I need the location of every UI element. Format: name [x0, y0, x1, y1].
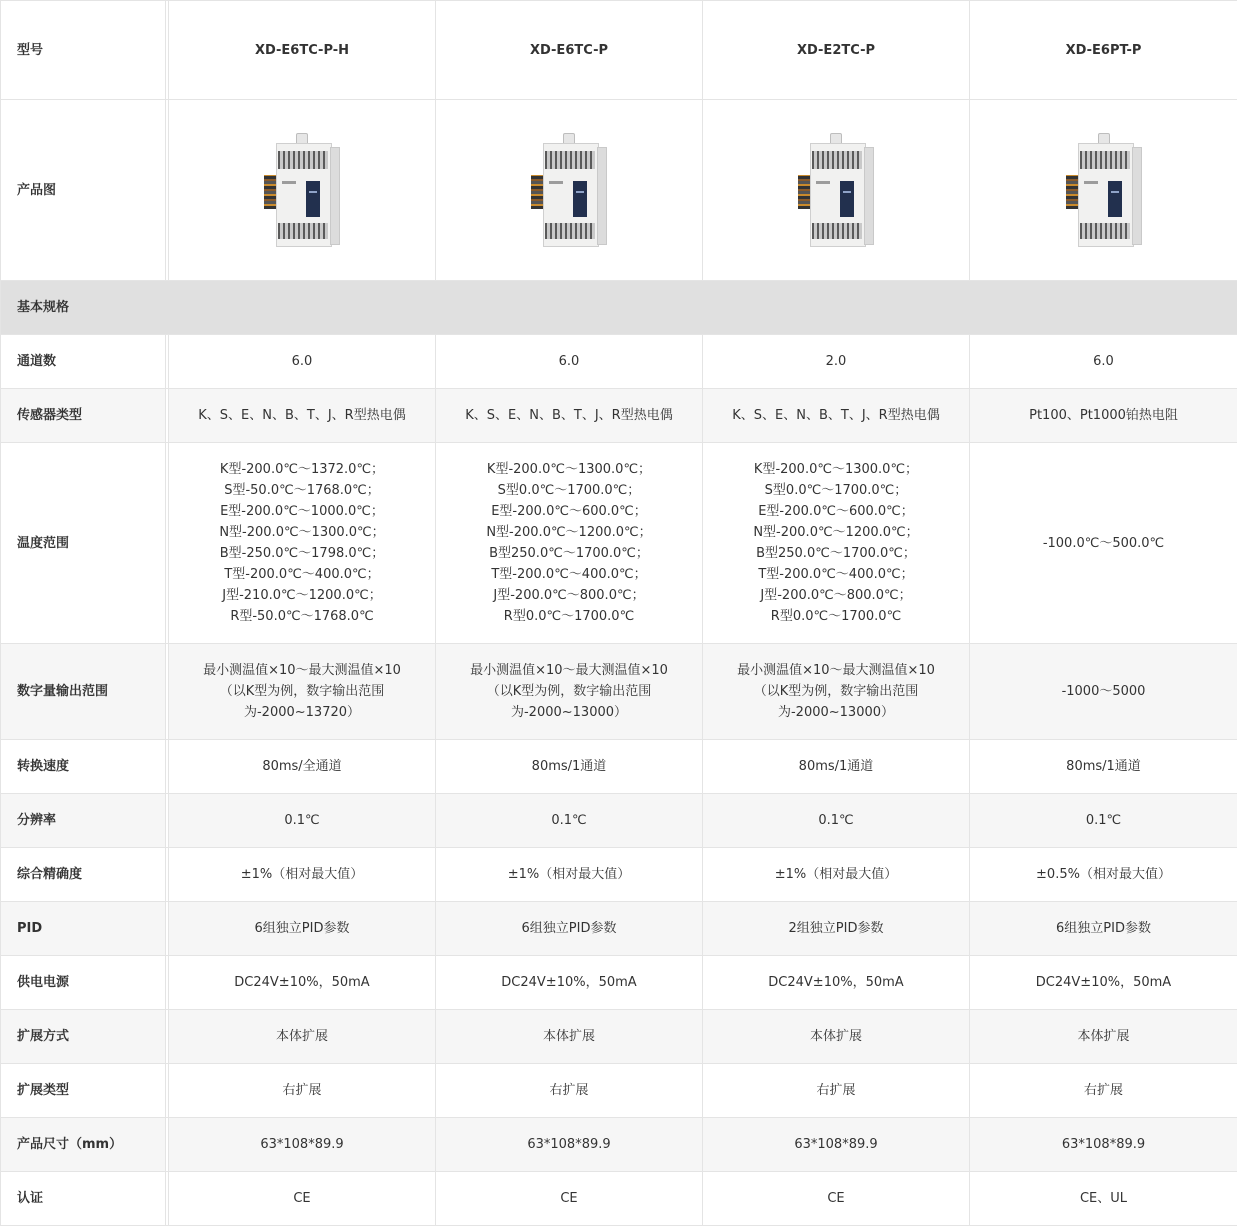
row-label-model: 型号	[1, 1, 166, 100]
spec-value: 右扩展	[169, 1064, 436, 1118]
spec-value: 63*108*89.9	[436, 1118, 703, 1172]
row-label: 通道数	[1, 335, 166, 389]
row-label: 综合精确度	[1, 848, 166, 902]
spec-value: 63*108*89.9	[970, 1118, 1237, 1172]
spec-value: 63*108*89.9	[703, 1118, 970, 1172]
output-line: 为-2000~13720）	[243, 705, 361, 720]
spec-value: 2.0	[703, 335, 970, 389]
spec-row-speed	[1, 740, 1237, 794]
model-name: XD-E6TC-P-H	[169, 1, 436, 100]
row-label: 供电电源	[1, 956, 166, 1010]
spec-row-expansion-type	[1, 1064, 1237, 1118]
spec-value: 2组独立PID参数	[703, 902, 970, 956]
range-line: R型-50.0℃～1768.0℃	[230, 609, 374, 624]
range-line: N型-200.0℃～1200.0℃；	[753, 525, 919, 540]
range-line: R型0.0℃～1700.0℃	[770, 609, 902, 624]
row-label: 认证	[1, 1172, 166, 1226]
spec-value: 本体扩展	[970, 1010, 1237, 1064]
row-label: 温度范围	[1, 443, 166, 644]
spec-row-pid	[1, 902, 1237, 956]
output-line: 最小测温值×10～最大测温值×10	[203, 663, 401, 678]
range-line: E型-200.0℃～600.0℃；	[758, 504, 914, 519]
output-line: （以K型为例，数字输出范围	[219, 684, 385, 699]
product-image-cell	[169, 100, 436, 281]
section-row	[1, 281, 1237, 335]
spec-row-sensor	[1, 389, 1237, 443]
row-label-image: 产品图	[1, 100, 166, 281]
spec-row-digital-output	[1, 644, 1237, 740]
row-label: 分辨率	[1, 794, 166, 848]
spec-value: DC24V±10%，50mA	[436, 956, 703, 1010]
row-label: 产品尺寸（mm）	[1, 1118, 166, 1172]
spec-value: 本体扩展	[703, 1010, 970, 1064]
spec-value: K、S、E、N、B、T、J、R型热电偶	[703, 389, 970, 443]
range-line: B型250.0℃～1700.0℃；	[756, 546, 916, 561]
range-line: T型-200.0℃～400.0℃；	[491, 567, 647, 582]
spec-value: 6.0	[970, 335, 1237, 389]
spec-row-resolution	[1, 794, 1237, 848]
row-label: 数字量输出范围	[1, 644, 166, 740]
spec-value	[436, 644, 703, 740]
output-line: 最小测温值×10～最大测温值×10	[737, 663, 935, 678]
spec-value: 80ms/全通道	[169, 740, 436, 794]
spec-row-expansion-mode	[1, 1010, 1237, 1064]
row-label: 传感器类型	[1, 389, 166, 443]
output-line: （以K型为例，数字输出范围	[486, 684, 652, 699]
product-image	[262, 131, 342, 249]
spec-value: K、S、E、N、B、T、J、R型热电偶	[169, 389, 436, 443]
range-line: E型-200.0℃～600.0℃；	[491, 504, 647, 519]
range-line: J型-200.0℃～800.0℃；	[493, 588, 645, 603]
range-line: R型0.0℃～1700.0℃	[503, 609, 635, 624]
product-image	[529, 131, 609, 249]
spec-value: 0.1℃	[970, 794, 1237, 848]
model-row	[1, 1, 1237, 100]
spec-row-power	[1, 956, 1237, 1010]
output-line: 为-2000~13000）	[510, 705, 628, 720]
spec-value	[169, 644, 436, 740]
spec-value: CE	[436, 1172, 703, 1226]
row-label: 扩展类型	[1, 1064, 166, 1118]
spec-value: 6.0	[436, 335, 703, 389]
spec-value	[169, 443, 436, 644]
spec-row-cert	[1, 1172, 1237, 1226]
range-line: B型250.0℃～1700.0℃；	[489, 546, 649, 561]
spec-row-channels	[1, 335, 1237, 389]
row-label: 转换速度	[1, 740, 166, 794]
output-line: 为-2000~13000）	[777, 705, 895, 720]
spec-value: CE、UL	[970, 1172, 1237, 1226]
product-image-cell	[703, 100, 970, 281]
spec-value: ±0.5%（相对最大值）	[970, 848, 1237, 902]
range-line: S型0.0℃～1700.0℃；	[764, 483, 908, 498]
range-line: K型-200.0℃～1300.0℃；	[753, 462, 919, 477]
range-line: S型0.0℃～1700.0℃；	[497, 483, 641, 498]
spec-value: 6组独立PID参数	[169, 902, 436, 956]
spec-value: 0.1℃	[703, 794, 970, 848]
spec-value: K、S、E、N、B、T、J、R型热电偶	[436, 389, 703, 443]
spec-value: 80ms/1通道	[970, 740, 1237, 794]
product-image-cell	[970, 100, 1237, 281]
spec-value: 右扩展	[970, 1064, 1237, 1118]
range-line: N型-200.0℃～1200.0℃；	[486, 525, 652, 540]
spec-value: CE	[169, 1172, 436, 1226]
range-line: J型-200.0℃～800.0℃；	[760, 588, 912, 603]
output-line: （以K型为例，数字输出范围	[753, 684, 919, 699]
spec-value	[703, 644, 970, 740]
spec-value: 0.1℃	[436, 794, 703, 848]
spec-value: 0.1℃	[169, 794, 436, 848]
model-name: XD-E2TC-P	[703, 1, 970, 100]
spec-value	[703, 443, 970, 644]
spec-value: DC24V±10%，50mA	[703, 956, 970, 1010]
spec-value: CE	[703, 1172, 970, 1226]
spec-value: 右扩展	[436, 1064, 703, 1118]
spec-value: 6.0	[169, 335, 436, 389]
spec-value: ±1%（相对最大值）	[703, 848, 970, 902]
spec-value: 6组独立PID参数	[436, 902, 703, 956]
range-line: T型-200.0℃～400.0℃；	[758, 567, 914, 582]
spec-value: ±1%（相对最大值）	[436, 848, 703, 902]
spec-value: 63*108*89.9	[169, 1118, 436, 1172]
spec-value: 本体扩展	[169, 1010, 436, 1064]
row-label: PID	[1, 902, 166, 956]
spec-value: Pt100、Pt1000铂热电阻	[970, 389, 1237, 443]
spec-row-size	[1, 1118, 1237, 1172]
product-image	[796, 131, 876, 249]
spec-value: 右扩展	[703, 1064, 970, 1118]
spec-value: 80ms/1通道	[703, 740, 970, 794]
spec-value: ±1%（相对最大值）	[169, 848, 436, 902]
spec-row-temp-range	[1, 443, 1237, 644]
model-name: XD-E6TC-P	[436, 1, 703, 100]
range-line: J型-210.0℃～1200.0℃；	[222, 588, 382, 603]
range-line: N型-200.0℃～1300.0℃；	[219, 525, 385, 540]
range-line: K型-200.0℃～1300.0℃；	[486, 462, 652, 477]
output-line: 最小测温值×10～最大测温值×10	[470, 663, 668, 678]
spec-value: -100.0℃～500.0℃	[970, 443, 1237, 644]
product-image	[1064, 131, 1144, 249]
spec-value: DC24V±10%，50mA	[169, 956, 436, 1010]
image-row	[1, 100, 1237, 281]
section-title: 基本规格	[1, 281, 1237, 335]
range-line: B型-250.0℃～1798.0℃；	[219, 546, 385, 561]
spec-value: -1000～5000	[970, 644, 1237, 740]
spec-value: 本体扩展	[436, 1010, 703, 1064]
spec-row-accuracy	[1, 848, 1237, 902]
range-line: S型-50.0℃～1768.0℃；	[224, 483, 380, 498]
range-line: K型-200.0℃～1372.0℃；	[219, 462, 385, 477]
product-image-cell	[436, 100, 703, 281]
model-name: XD-E6PT-P	[970, 1, 1237, 100]
spec-value: 80ms/1通道	[436, 740, 703, 794]
spec-value: 6组独立PID参数	[970, 902, 1237, 956]
row-label: 扩展方式	[1, 1010, 166, 1064]
spec-value	[436, 443, 703, 644]
range-line: T型-200.0℃～400.0℃；	[224, 567, 380, 582]
spec-value: DC24V±10%，50mA	[970, 956, 1237, 1010]
range-line: E型-200.0℃～1000.0℃；	[220, 504, 384, 519]
